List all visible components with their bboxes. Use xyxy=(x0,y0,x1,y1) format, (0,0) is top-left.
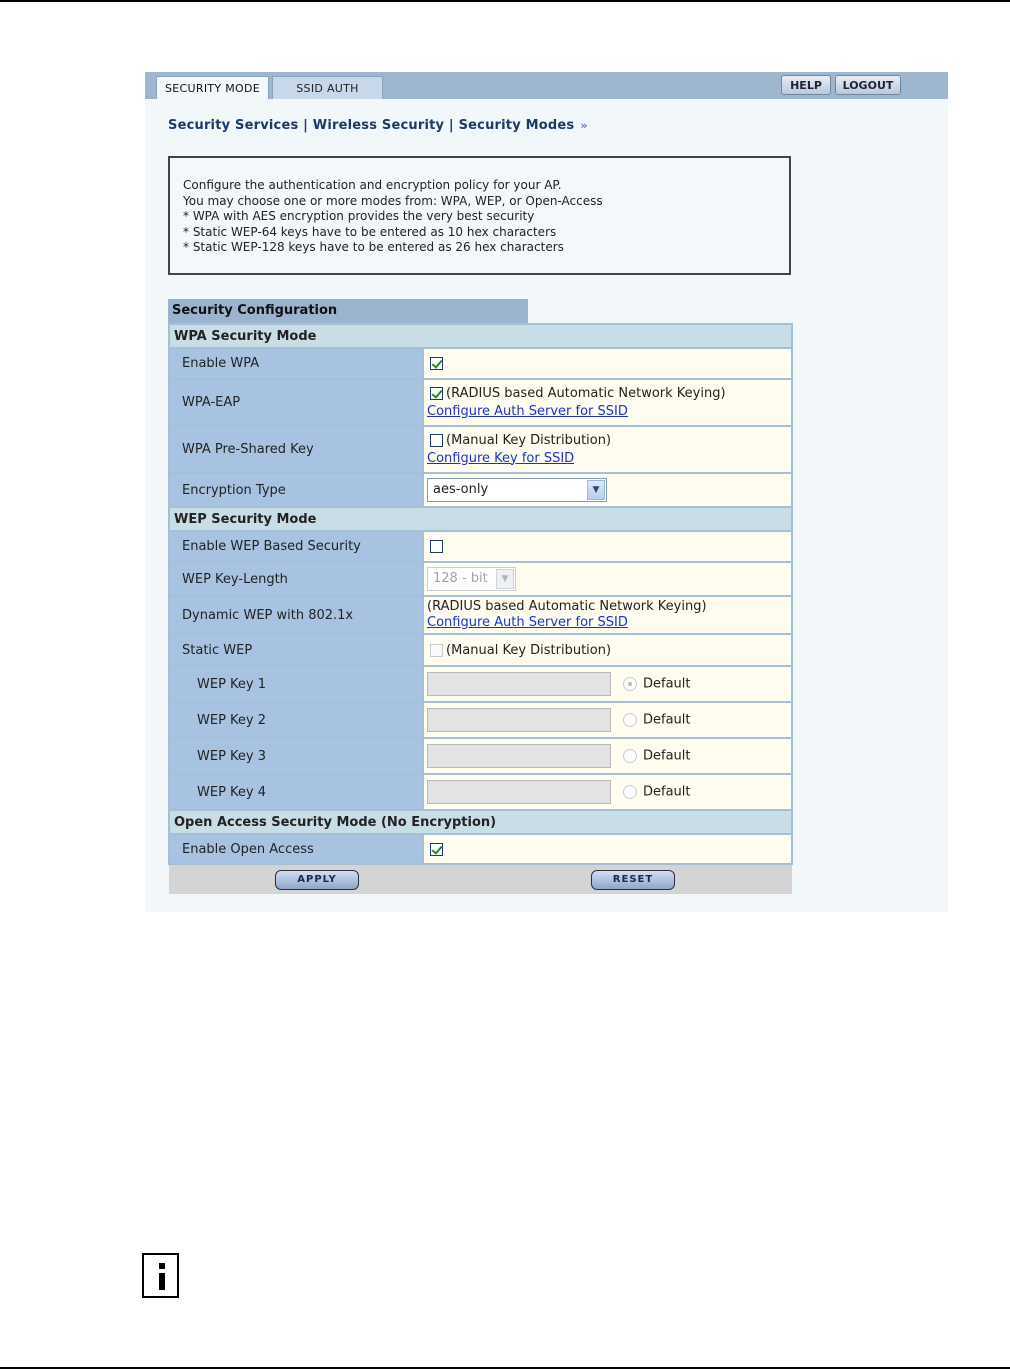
dynamic-wep-label: Dynamic WEP with 802.1x xyxy=(169,596,423,634)
wep-key-3-input[interactable] xyxy=(427,744,611,768)
wpa-section-header: WPA Security Mode xyxy=(169,324,792,348)
wep-key-2-label: WEP Key 2 xyxy=(169,702,423,738)
info-line: You may choose one or more modes from: WPA, WEP, or Open-Access xyxy=(183,193,603,208)
tab-ssid-auth[interactable]: SSID AUTH xyxy=(272,76,383,99)
wep-key-2-default-radio[interactable] xyxy=(623,713,637,727)
wep-key-4-cell xyxy=(423,774,792,810)
wep-key-length-cell xyxy=(423,562,792,596)
breadcrumb xyxy=(168,118,588,133)
breadcrumb-text: Security Services | Wireless Security | Security Modes xyxy=(168,118,575,133)
wep-key-4-label: WEP Key 4 xyxy=(169,774,423,810)
wpa-psk-desc: (Manual Key Distribution) xyxy=(446,432,612,448)
configure-key-link[interactable]: Configure Key for SSID xyxy=(427,450,575,466)
configure-auth-server-link[interactable]: Configure Auth Server for SSID xyxy=(427,403,628,419)
wpa-psk-checkbox[interactable] xyxy=(430,434,443,447)
chevron-down-icon: ▼ xyxy=(496,569,514,589)
dynamic-wep-auth-server-link[interactable]: Configure Auth Server for SSID xyxy=(427,615,628,630)
encryption-type-select[interactable] xyxy=(427,478,607,502)
info-box xyxy=(168,156,791,275)
static-wep-checkbox[interactable] xyxy=(430,644,443,657)
info-note-stem xyxy=(159,1273,165,1290)
action-bar xyxy=(169,864,792,894)
wep-key-2-cell xyxy=(423,702,792,738)
tab-security-mode[interactable]: SECURITY MODE xyxy=(156,76,269,99)
static-wep-cell xyxy=(423,634,792,666)
reset-button[interactable]: RESET xyxy=(591,870,675,890)
enable-open-access-checkbox[interactable] xyxy=(430,843,443,856)
wep-key-1-label: WEP Key 1 xyxy=(169,666,423,702)
wep-key-length-select[interactable] xyxy=(427,567,516,591)
static-wep-label: Static WEP xyxy=(169,634,423,666)
dynamic-wep-cell xyxy=(423,596,792,634)
wep-key-2-default-label: Default xyxy=(643,712,691,728)
wpa-psk-cell xyxy=(423,426,792,473)
info-line: * Static WEP-64 keys have to be entered as 10 hex characters xyxy=(183,224,557,239)
dynamic-wep-desc: (RADIUS based Automatic Network Keying) xyxy=(427,599,707,614)
wep-key-3-default-label: Default xyxy=(643,748,691,764)
wep-key-1-cell xyxy=(423,666,792,702)
security-configuration-title: Security Configuration xyxy=(168,299,528,323)
info-note-dot xyxy=(159,1263,165,1269)
wep-key-2-input[interactable] xyxy=(427,708,611,732)
logout-button[interactable]: LOGOUT xyxy=(835,75,901,95)
enable-wep-label: Enable WEP Based Security xyxy=(169,531,423,562)
wep-key-4-input[interactable] xyxy=(427,780,611,804)
wpa-eap-desc: (RADIUS based Automatic Network Keying) xyxy=(446,385,726,401)
enable-wep-checkbox[interactable] xyxy=(430,540,443,553)
wep-key-length-label: WEP Key-Length xyxy=(169,562,423,596)
wep-key-1-default-radio[interactable] xyxy=(623,677,637,691)
top-rule xyxy=(0,0,1010,2)
wpa-psk-label: WPA Pre-Shared Key xyxy=(169,426,423,473)
bottom-rule xyxy=(0,1367,1010,1369)
wep-key-3-label: WEP Key 3 xyxy=(169,738,423,774)
info-line: Configure the authentication and encryption policy for your AP. xyxy=(183,178,562,192)
chevron-down-icon: ▼ xyxy=(587,480,605,500)
enable-wpa-label: Enable WPA xyxy=(169,348,423,379)
wep-key-1-default-label: Default xyxy=(643,676,691,692)
enable-wep-cell xyxy=(423,531,792,562)
wpa-eap-checkbox[interactable] xyxy=(430,387,443,400)
enable-wpa-cell xyxy=(423,348,792,379)
encryption-type-label: Encryption Type xyxy=(169,473,423,507)
ap-admin-window xyxy=(145,72,948,912)
wep-key-3-cell xyxy=(423,738,792,774)
enable-wpa-checkbox[interactable] xyxy=(430,357,443,370)
wep-key-4-default-label: Default xyxy=(643,784,691,800)
wep-key-1-input[interactable] xyxy=(427,672,611,696)
breadcrumb-arrow-icon: » xyxy=(580,119,588,132)
wpa-eap-label: WPA-EAP xyxy=(169,379,423,426)
info-line: * WPA with AES encryption provides the very best security xyxy=(183,209,535,224)
wep-key-3-default-radio[interactable] xyxy=(623,749,637,763)
encryption-type-value: aes-only xyxy=(433,482,489,497)
security-config-table xyxy=(168,323,793,894)
apply-button[interactable]: APPLY xyxy=(275,870,359,890)
wep-key-4-default-radio[interactable] xyxy=(623,785,637,799)
encryption-type-cell xyxy=(423,473,792,507)
info-line: * Static WEP-128 keys have to be entered as 26 hex characters xyxy=(183,240,564,255)
help-button[interactable]: HELP xyxy=(781,75,831,95)
static-wep-desc: (Manual Key Distribution) xyxy=(446,642,612,658)
enable-open-access-cell xyxy=(423,834,792,864)
wpa-eap-cell xyxy=(423,379,792,426)
enable-open-access-label: Enable Open Access xyxy=(169,834,423,864)
tab-bar xyxy=(145,72,948,99)
wep-section-header: WEP Security Mode xyxy=(169,507,792,531)
wep-key-length-value: 128 - bit xyxy=(433,571,488,586)
info-note-icon xyxy=(142,1253,179,1298)
open-access-section-header: Open Access Security Mode (No Encryption) xyxy=(169,810,792,834)
